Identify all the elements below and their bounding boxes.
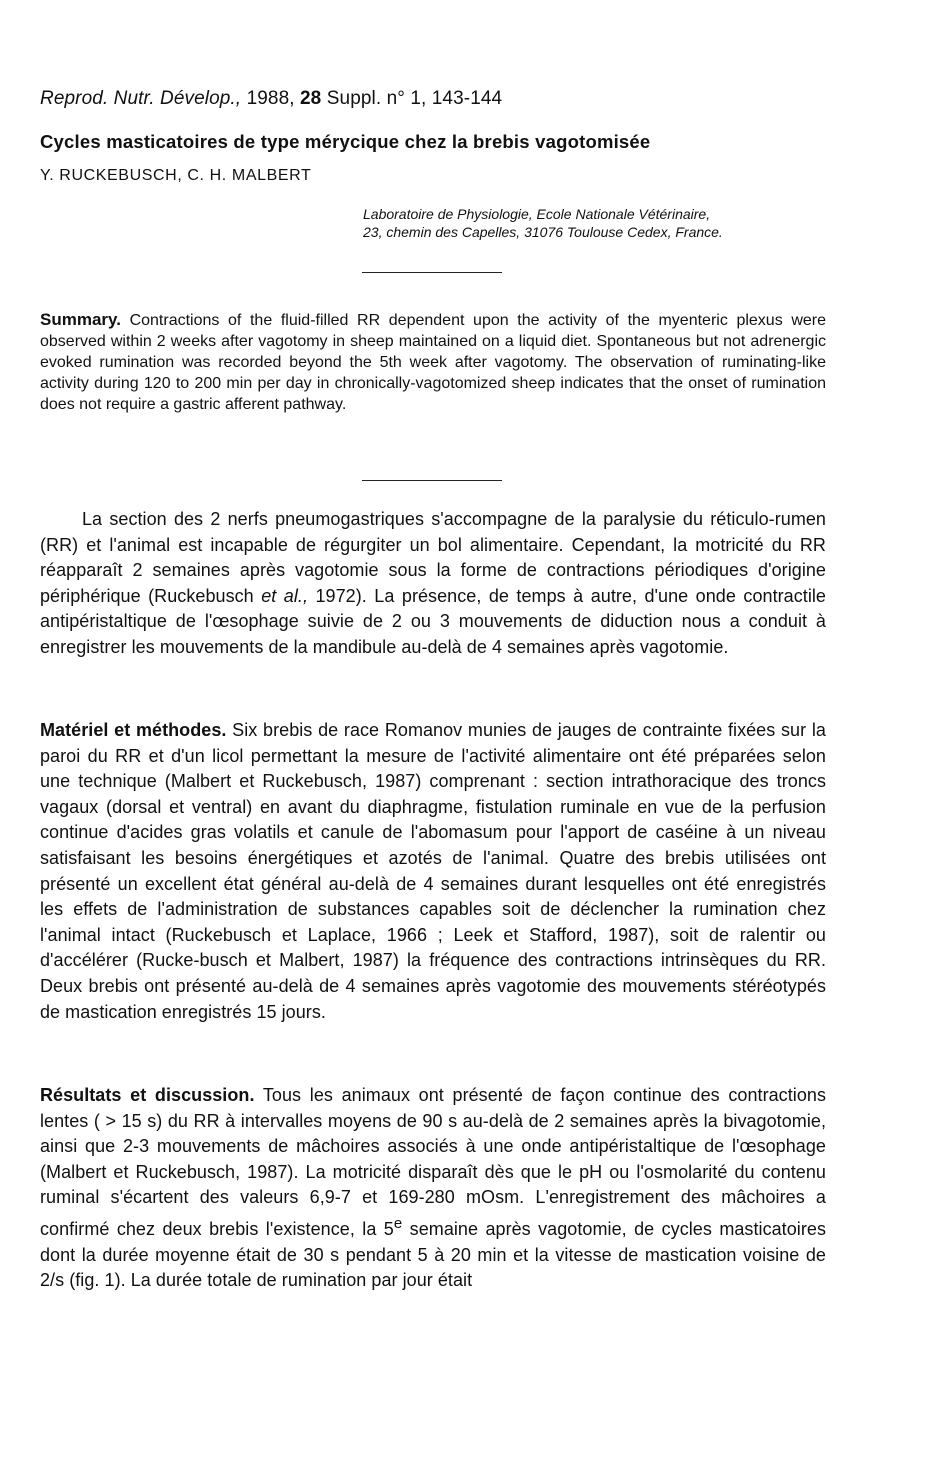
journal-name: Reprod. Nutr. Dévelop.,	[40, 88, 242, 109]
intro-paragraph	[40, 507, 826, 661]
journal-supplement: Suppl. n° 1, 143-144	[326, 88, 503, 109]
journal-volume: 28	[300, 88, 322, 109]
summary-text: Contractions of the fluid-filled RR dependent upon the activity of the myenteric plexus were observed within 2 weeks after vagotomy in sheep maintained on a liquid diet. Spontaneous but not adrenergic evoked rumination was recorded beyond the 5th week after vagotomy. The observation of ruminating-like activity during 120 to 200 min per day in chronically-vagotomized sheep indicates that the onset of rumination does not require a gastric afferent pathway.	[40, 312, 826, 413]
intro-text-b: 1972). La présence, de temps à autre, d'une onde contractile antipéristaltique de l'œsophage suivie de 2 ou 3 mouvements de diduction nous a conduit à enregistrer les mouvements de la mandibule au-delà de 4 semaines après vagotomie.	[40, 585, 826, 657]
results-text-a: Tous les animaux ont présenté de façon continue des contractions lentes ( > 15 s) du RR à intervalles moyens de 90 s au-delà de 2 semaines après la bivagotomie, ainsi que 2-3 mouvements de mâchoires associés à une onde antipéristaltique de l'œsophage (Malbert et Ruckebusch, 1987). La motricité disparaît dès que le pH ou l'osmolarité du contenu ruminal s'écartent des valeurs 6,9-7 et 169-280 mOsm. L'enregistrement des mâchoires a confirmé chez deux brebis l'existence, la 5	[40, 1085, 827, 1239]
journal-citation	[40, 88, 502, 110]
article-authors: Y. RUCKEBUSCH, C. H. MALBERT	[40, 167, 312, 184]
methods-text: Six brebis de race Romanov munies de jauges de contrainte fixées sur la paroi du RR et d'un licol permettant la mesure de l'activité alimentaire ont été préparées selon une technique (Malbert et Ruckebusch, 1987) comprenant : section intrathoracique des troncs vagaux (dorsal et ventral) en avant du diaphragme, fistulation ruminale en vue de la perfusion continue d'acides gras volatils et canule de l'abomasum pour l'apport de caséine à un niveau satisfaisant les besoins énergétiques et azotés de l'animal. Quatre des brebis utilisées ont présenté un excellent état général au-delà de 4 semaines durant lesquelles ont été enregistrés les effets de l'administration de substances capables soit de déclencher la rumination chez l'animal intact (Ruckebusch et Laplace, 1966 ; Leek et Stafford, 1987), soit de ralentir ou d'accélérer (Rucke-busch et Malbert, 1987) la fréquence des contractions intrinsèques du RR. Deux brebis ont présenté au-delà de 4 semaines après vagotomie des mouvements stéréotypés de mastication enregistrés 15 jours.	[40, 720, 826, 1022]
author-affiliation	[363, 205, 723, 241]
affiliation-line-1: Laboratoire de Physiologie, Ecole Nationale Vétérinaire,	[363, 206, 711, 222]
separator-rule-top	[362, 272, 502, 273]
article-title: Cycles masticatoires de type mérycique chez la brebis vagotomisée	[40, 131, 651, 152]
intro-text-a: La section des 2 nerfs pneumogastriques s'accompagne de la paralysie du réticulo-rumen (RR) et l'animal est incapable de régurgiter un bol alimentaire. Cependant, la motricité du RR réapparaît 2 semaines après vagotomie sous la forme de contractions périodiques d'origine périphérique (Ruckebusch	[40, 509, 826, 606]
separator-rule-bottom	[362, 480, 502, 481]
results-paragraph	[40, 1083, 826, 1294]
summary-paragraph	[40, 309, 826, 415]
methods-paragraph	[40, 718, 826, 1025]
affiliation-line-2: 23, chemin des Capelles, 31076 Toulouse Cedex, France.	[363, 224, 723, 240]
intro-et-al: et al.,	[261, 585, 309, 606]
methods-heading: Matériel et méthodes.	[40, 720, 227, 740]
results-text-b: semaine après vagotomie, de cycles masticatoires dont la durée moyenne était de 30 s pendant 5 à 20 min et la vitesse de mastication voisine de 2/s (fig. 1). La durée totale de rumination par jour était	[40, 1218, 826, 1291]
summary-heading: Summary.	[40, 310, 121, 329]
results-heading: Résultats et discussion.	[40, 1085, 255, 1105]
journal-year: 1988,	[246, 88, 295, 109]
results-superscript: e	[393, 1214, 403, 1232]
